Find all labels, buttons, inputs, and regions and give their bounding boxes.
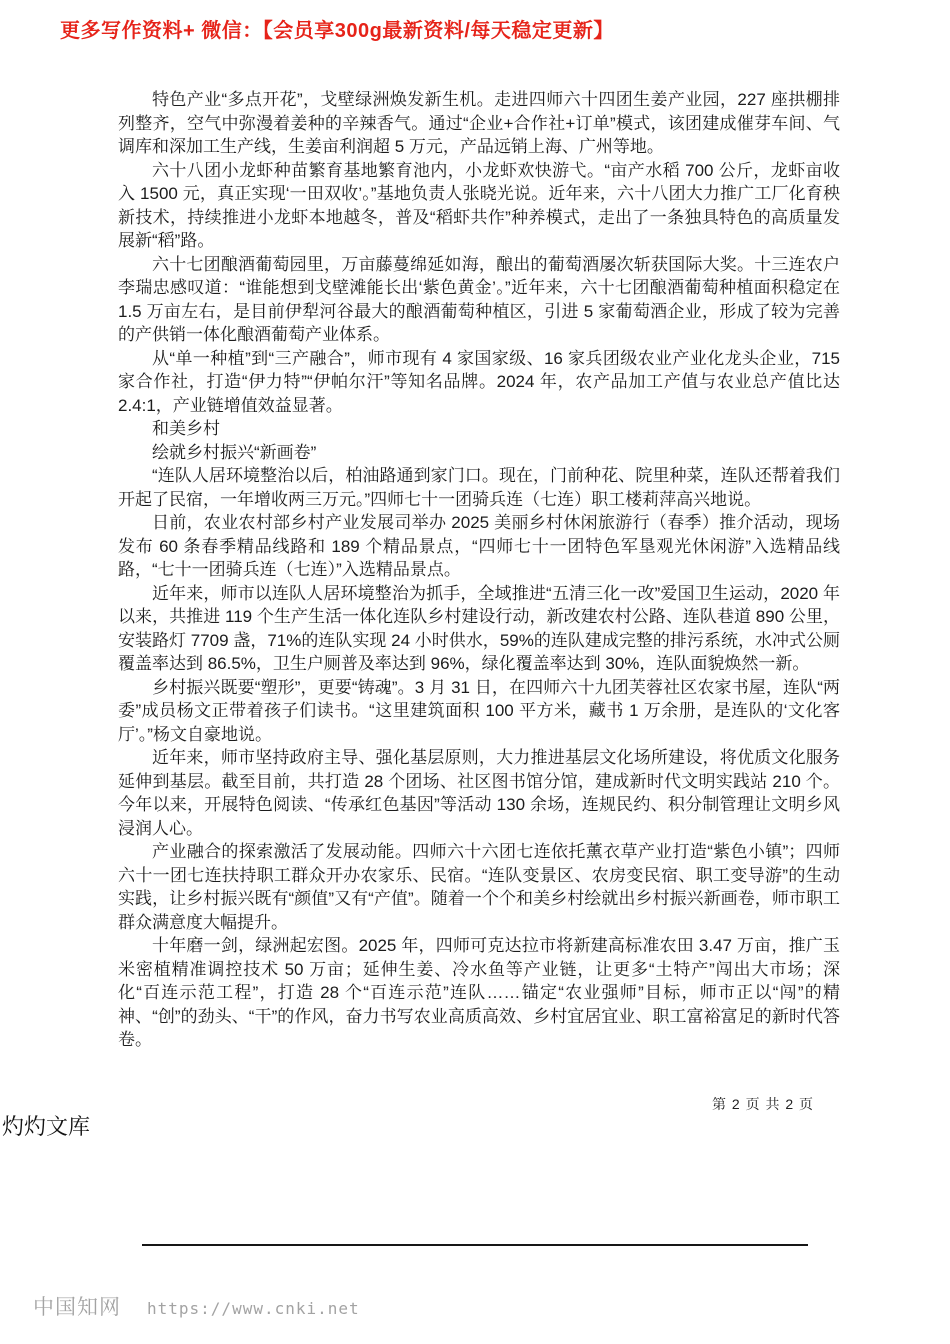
cnki-url: https://www.cnki.net <box>147 1299 360 1318</box>
document-body <box>118 88 840 1052</box>
paragraph: 和美乡村 <box>152 419 220 438</box>
cnki-watermark-row <box>33 1291 360 1321</box>
paragraph: 六十八团小龙虾种苗繁育基地繁育池内，小龙虾欢快游弋。“亩产水稻 700 公斤，龙虾亩收入 1500 元，真正实现‘一田双收’。”基地负责人张晓光说。近年来，六十八团大力推广工厂化育秧新技术，持续推进小龙虾本地越冬，普及“稻虾共作”种养模式，走出了一条独具特色的高质量发展新“稻”路。 <box>118 160 840 250</box>
page-indicator: 第 2 页 共 2 页 <box>712 1096 815 1112</box>
paragraph: 日前，农业农村部乡村产业发展司举办 2025 美丽乡村休闲旅游行（春季）推介活动，现场发布 60 条春季精品线路和 189 个精品景点，“四师七十一团特色军垦观光休闲游”入选精品线路，“七十一团骑兵连（七连）”入选精品景点。 <box>118 513 840 579</box>
paragraph: 产业融合的探索激活了发展动能。四师六十六团七连依托薰衣草产业打造“紫色小镇”；四师六十一团七连扶持职工群众开办农家乐、民宿。“连队变景区、农房变民宿、职工变导游”的生动实践，让乡村振兴既有“颜值”又有“产值”。随着一个个和美乡村绘就出乡村振兴新画卷，师市职工群众满意度大幅提升。 <box>118 842 840 932</box>
paragraph: 特色产业“多点开花”，戈壁绿洲焕发新生机。走进四师六十四团生姜产业园，227 座拱棚排列整齐，空气中弥漫着姜种的辛辣香气。通过“企业+合作社+订单”模式，该团建成催芽车间、气调库和深加工生产线，生姜亩利润超 5 万元，产品远销上海、广州等地。 <box>118 90 840 156</box>
paragraph: 从“单一种植”到“三产融合”，师市现有 4 家国家级、16 家兵团级农业产业化龙头企业，715 家合作社，打造“伊力特”“伊帕尔汗”等知名品牌。2024 年，农产品加工产值与农业总产值比达 2.4:1，产业链增值效益显著。 <box>118 348 840 415</box>
paragraph: 绘就乡村振兴“新画卷” <box>152 442 317 462</box>
cnki-watermark: 中国知网 <box>33 1295 121 1319</box>
paragraph: “连队人居环境整治以后，柏油路通到家门口。现在，门前种花、院里种菜，连队还帮着我们开起了民宿，一年增收两三万元。”四师七十一团骑兵连（七连）职工楼莉萍高兴地说。 <box>118 466 840 509</box>
library-watermark: 灼灼文库 <box>2 1114 91 1139</box>
paragraph: 近年来，师市坚持政府主导、强化基层原则，大力推进基层文化场所建设，将优质文化服务延伸到基层。截至目前，共打造 28 个团场、社区图书馆分馆，建成新时代文明实践站 210 个。今年以来，开展特色阅读、“传承红色基因”等活动 130 余场，连规民约、积分制管理让文明乡风浸润人心。 <box>118 748 840 838</box>
paragraph: 近年来，师市以连队人居环境整治为抓手，全域推进“五清三化一改”爱国卫生运动，2020 年以来，共推进 119 个生产生活一体化连队乡村建设行动，新改建农村公路、连队巷道 890 公里，安装路灯 7709 盏，71%的连队实现 24 小时供水，59%的连队建成完整的排污系统，水冲式公厕覆盖率达到 86.5%，卫生户厕普及率达到 96%，绿化覆盖率达到 30%，连队面貌焕然一新。 <box>118 583 840 673</box>
footer-divider <box>142 1244 808 1246</box>
paragraph: 六十七团酿酒葡萄园里，万亩藤蔓绵延如海，酿出的葡萄酒屡次斩获国际大奖。十三连农户李瑞忠感叹道：“谁能想到戈壁滩能长出‘紫色黄金’。”近年来，六十七团酿酒葡萄种植面积稳定在 1.5 万亩左右，是目前伊犁河谷最大的酿酒葡萄种植区，引进 5 家葡萄酒企业，形成了较为完善的产供销一体化酿酒葡萄产业体系。 <box>118 254 840 344</box>
paragraph: 十年磨一剑，绿洲起宏图。2025 年，四师可克达拉市将新建高标准农田 3.47 万亩，推广玉米密植精准调控技术 50 万亩；延伸生姜、冷水鱼等产业链，让更多“土特产”闯出大市场；深化“百连示范工程”，打造 28 个“百连示范”连队……锚定“农业强师”目标，师市正以“闯”的精神、“创”的劲头、“干”的作风，奋力书写农业高质高效、乡村宜居宜业、职工富裕富足的新时代答卷。 <box>118 936 840 1049</box>
promo-banner: 更多写作资料+ 微信：【会员享300g最新资料/每天稳定更新】 <box>60 20 614 42</box>
paragraph: 乡村振兴既要“塑形”，更要“铸魂”。3 月 31 日，在四师六十九团芙蓉社区农家书屋，连队“两委”成员杨文正带着孩子们读书。“这里建筑面积 100 平方米，藏书 1 万余册，是连队的‘文化客厅’。”杨文自豪地说。 <box>118 677 840 744</box>
